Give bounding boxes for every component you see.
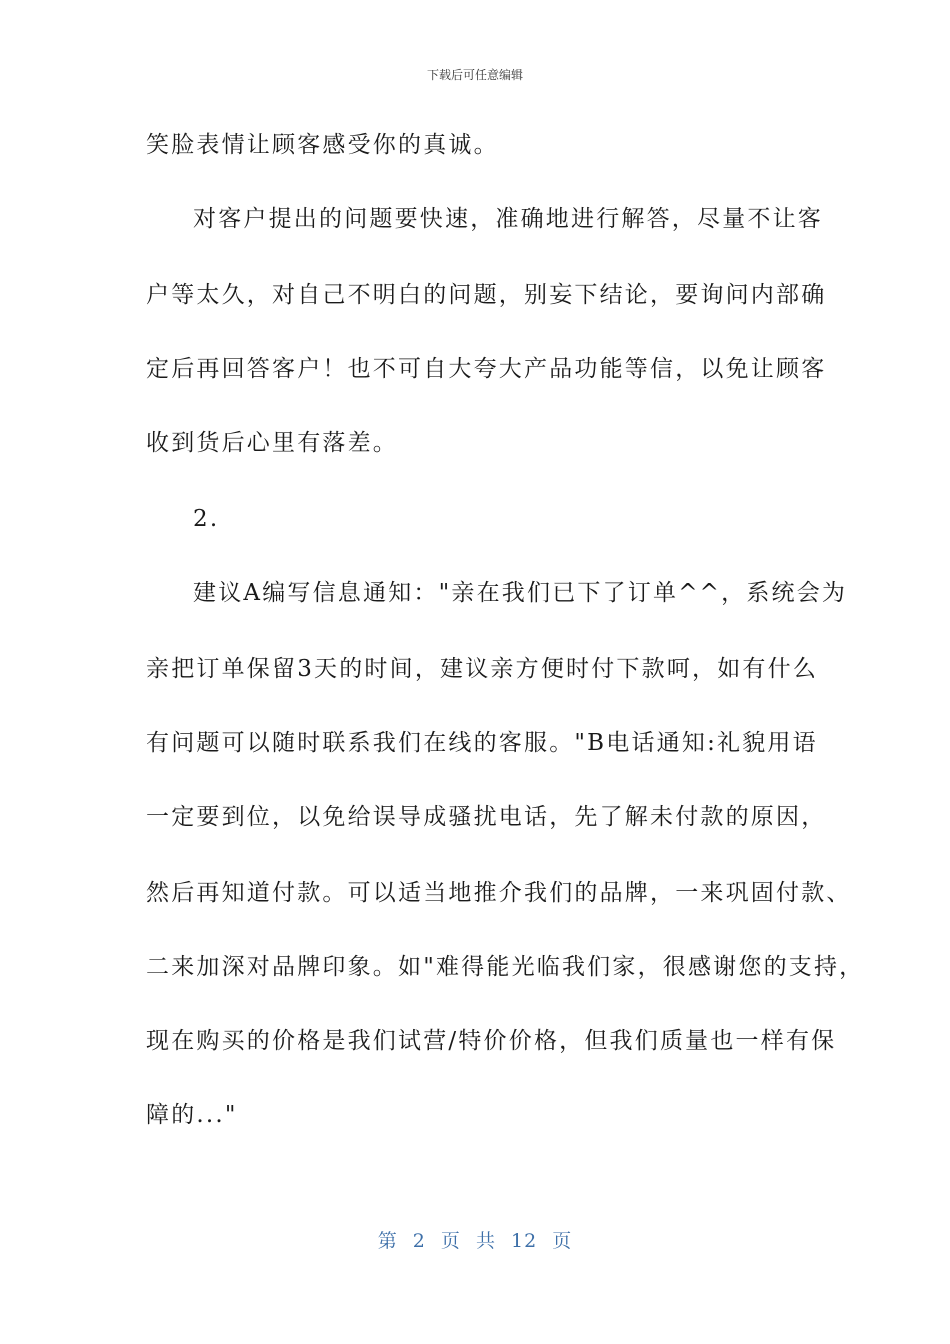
- paragraph-line: 定后再回答客户！也不可自大夸大产品功能等信，以免让顾客: [146, 356, 827, 382]
- page-footer: [0, 1226, 950, 1253]
- paragraph-line: 亲把订单保留3天的时间，建议亲方便时付下款呵，如有什么: [146, 656, 819, 682]
- footer-prefix: 第: [377, 1230, 398, 1252]
- page-header: 下载后可任意编辑: [426, 68, 523, 82]
- paragraph-line: 一定要到位，以免给误导成骚扰电话，先了解未付款的原因，: [146, 804, 827, 830]
- paragraph-line: 然后再知道付款。可以适当地推介我们的品牌，一来巩固付款、: [146, 880, 852, 906]
- paragraph-line: 对客户提出的问题要快速，准确地进行解答，尽量不让客: [193, 206, 823, 232]
- current-page-number: 2: [412, 1230, 426, 1252]
- paragraph-line: 障的...": [146, 1102, 238, 1128]
- total-page-count: 12: [511, 1230, 538, 1252]
- footer-total-prefix: 共: [475, 1230, 496, 1252]
- section-number: 2.: [193, 506, 220, 532]
- paragraph-line: 收到货后心里有落差。: [146, 430, 398, 456]
- paragraph-line: 有问题可以随时联系我们在线的客服。"B电话通知:礼貌用语: [146, 730, 818, 756]
- footer-page-label: 页: [440, 1230, 461, 1252]
- paragraph-line: 户等太久，对自己不明白的问题，别妄下结论，要询问内部确: [146, 282, 827, 308]
- paragraph-line: 二来加深对品牌印象。如"难得能光临我们家，很感谢您的支持，: [146, 954, 865, 980]
- paragraph-line: 笑脸表情让顾客感受你的真诚。: [146, 132, 499, 158]
- paragraph-line: 建议A编写信息通知："亲在我们已下了订单^^，系统会为: [193, 580, 848, 606]
- footer-total-suffix: 页: [552, 1230, 573, 1252]
- paragraph-line: 现在购买的价格是我们试营/特价价格，但我们质量也一样有保: [146, 1028, 837, 1054]
